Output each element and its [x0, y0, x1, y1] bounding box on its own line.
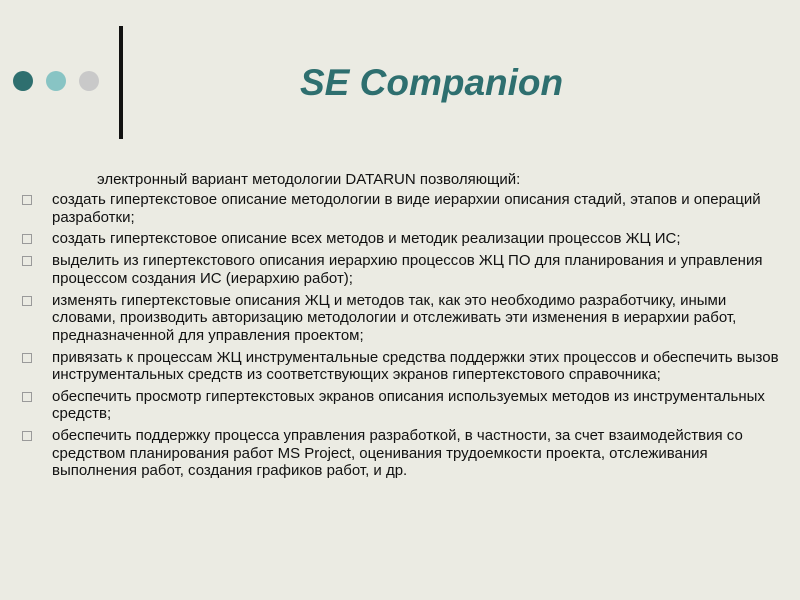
list-item: [22, 191, 787, 226]
checkbox-bullet-icon: [22, 296, 32, 306]
checkbox-bullet-icon: [22, 392, 32, 402]
checkbox-bullet-icon: [22, 431, 32, 441]
dot-light-teal-icon: [46, 71, 66, 91]
list-item: [22, 292, 787, 345]
list-item: [22, 427, 787, 480]
list-item-text: выделить из гипертекстового описания иерархию процессов ЖЦ ПО для планирования и управления процессом создания ИС (иерархию работ);: [52, 252, 763, 287]
title-divider: [119, 26, 123, 139]
list-item: [22, 349, 787, 384]
intro-text: электронный вариант методологии DATARUN позволяющий:: [97, 171, 521, 188]
list-item-text: привязать к процессам ЖЦ инструментальные средства поддержки этих процессов и обеспечить вызов инструментальных средств из соответствующих экранов гипертекстового справочника;: [52, 348, 779, 384]
checkbox-bullet-icon: [22, 234, 32, 244]
bullet-list: [22, 191, 787, 484]
checkbox-bullet-icon: [22, 195, 32, 205]
decorative-dots: [13, 71, 99, 91]
dot-dark-teal-icon: [13, 71, 33, 91]
list-item-text: создать гипертекстовое описание методологии в виде иерархии описания стадий, этапов и операций разработки;: [52, 191, 761, 226]
checkbox-bullet-icon: [22, 353, 32, 363]
list-item: [22, 388, 787, 423]
list-item-text: обеспечить просмотр гипертекстовых экранов описания используемых методов из инструментальных средств;: [52, 387, 765, 423]
list-item-text: изменять гипертекстовые описания ЖЦ и методов так, как это необходимо разработчику, иными словами, производить авторизацию методологии и отслеживать эти изменения в иерархии работ, предназначенной для управления проектом;: [52, 291, 737, 344]
checkbox-bullet-icon: [22, 256, 32, 266]
dot-grey-icon: [79, 71, 99, 91]
list-item: [22, 252, 787, 287]
list-item-text: создать гипертекстовое описание всех методов и методик реализации процессов ЖЦ ИС;: [52, 230, 681, 248]
list-item-text: обеспечить поддержку процесса управления разработкой, в частности, за счет взаимодействия со средством планирования работ MS Project, оценивания трудоемкости проекта, отслеживания выполнения работ, создания графиков работ, и др.: [52, 427, 743, 480]
slide-title: SE Companion: [300, 62, 564, 103]
list-item: [22, 230, 787, 248]
